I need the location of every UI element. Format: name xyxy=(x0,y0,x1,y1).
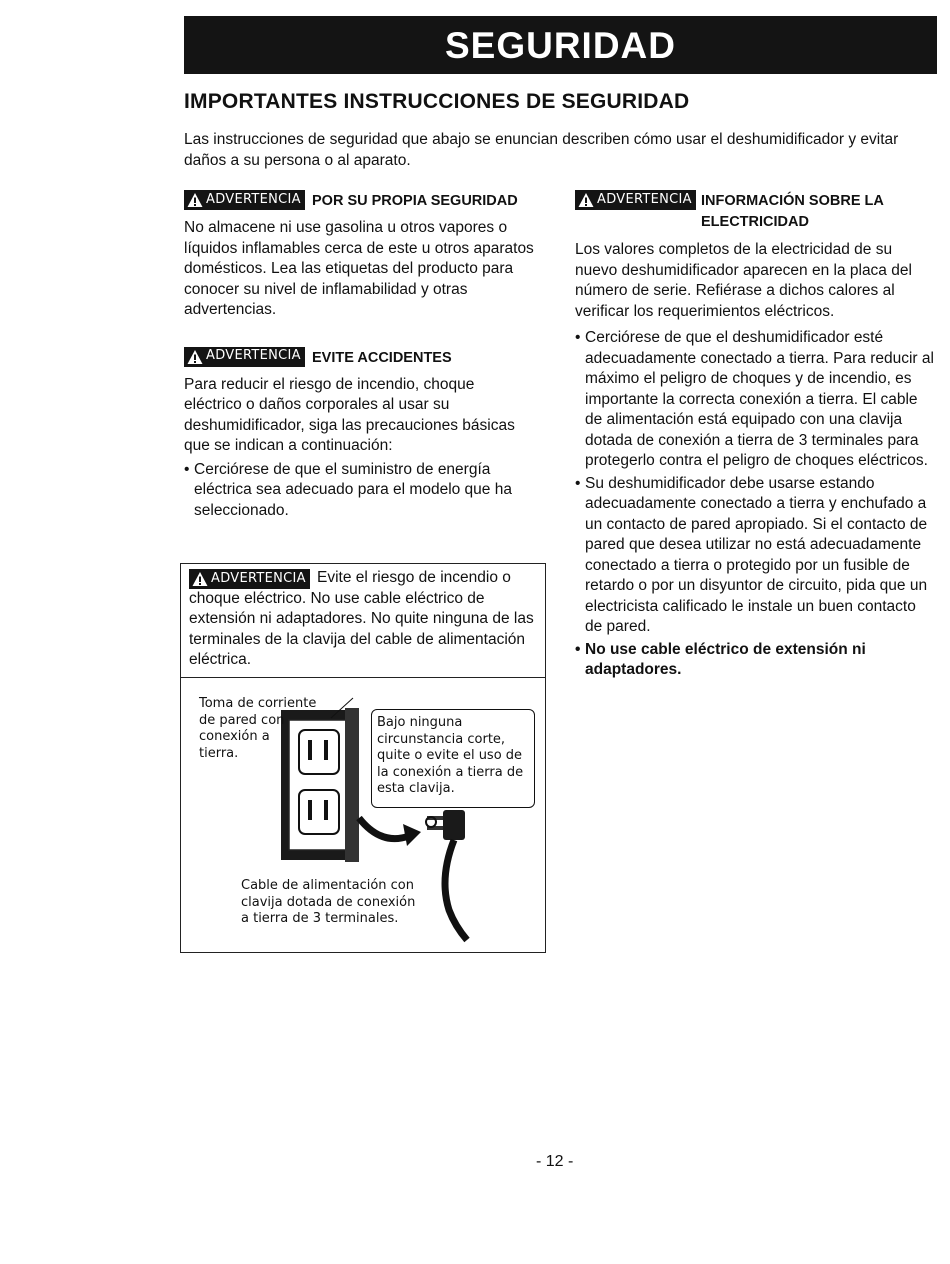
section-heading-electricity xyxy=(575,190,935,232)
section-heading-own-safety xyxy=(184,190,534,212)
warning-badge xyxy=(189,569,310,589)
power-cord xyxy=(445,840,467,940)
warning-badge-slot xyxy=(189,568,317,584)
list-item: • Cerciórese de que el suministro de energía eléctrica sea adecuado para el modelo que ha seleccionado. xyxy=(184,460,534,522)
list-item-bold: • No use cable eléctrico de extensión ni adaptadores. xyxy=(575,640,935,681)
callout-box xyxy=(371,709,535,808)
bullet-list xyxy=(184,460,534,522)
list-item: • Cerciórese de que el deshumidificador esté adecuadamente conectado a tierra. Para reducir al máximo el peligro de choques y de incendio, es importante la correcta conexión a tierra. El cable de alimentación está equipado con una clavija dotada de conexión a tierra de 3 terminales para protegerlo contra el peligro de choques eléctricos. xyxy=(575,328,935,472)
heading-text: EVITE ACCIDENTES xyxy=(312,349,452,366)
list-item: • Su deshumidificador debe usarse estando adecuadamente conectado a tierra y enchufado a un contacto de pared apropiado. Si el contacto de pared que desea utilizar no está adecuadamente conectado a tierra o protegido por un fusible de retardo o por un disyuntor de circuito, pida que un electricista calificado le instale un buen contacto de pared. xyxy=(575,474,935,638)
arrow xyxy=(359,818,409,839)
plug xyxy=(443,810,465,840)
warning-box xyxy=(180,563,546,953)
section-heading-avoid-accidents xyxy=(184,347,534,369)
warning-text: Evite el riesgo de incendio o choque eléctrico. No use cable eléctrico de extensión ni adaptadores. No quite ninguna de las terminales de la clavija del cable de alimentación eléctrica. xyxy=(189,569,534,668)
warning-triangle-icon xyxy=(578,192,594,208)
bullet-list xyxy=(575,328,935,681)
warning-label: ADVERTENCIA xyxy=(206,348,301,364)
left-column xyxy=(184,190,534,523)
right-column xyxy=(575,190,935,683)
warning-badge xyxy=(575,190,696,210)
callout-text: Bajo ninguna circunstancia corte, quite o evite el uso de la conexión a tierra de esta clavija. xyxy=(377,715,524,796)
intro-paragraph: Las instrucciones de seguridad que abajo se enuncian describen cómo usar el deshumidificador y evitar daños a su persona o al aparato. xyxy=(184,131,899,169)
outlet-caption: Toma de corriente de pared con conexión a tierra. xyxy=(199,696,317,761)
warning-badge xyxy=(184,190,305,210)
heading-text-line1: INFORMACIÓN SOBRE LA xyxy=(701,193,884,209)
paragraph: Para reducir el riesgo de incendio, choque eléctrico o daños corporales al usar su deshumidificador, siga las precauciones básicas que se indican a continuación: xyxy=(184,375,515,454)
warning-label: ADVERTENCIA xyxy=(211,570,306,586)
warning-badge xyxy=(184,347,305,367)
section-banner: SEGURIDAD xyxy=(184,16,937,74)
warning-triangle-icon xyxy=(187,349,203,365)
page-title: IMPORTANTES INSTRUCCIONES DE SEGURIDAD xyxy=(184,90,690,113)
warning-triangle-icon xyxy=(187,192,203,208)
paragraph: Los valores completos de la electricidad de su nuevo deshumidificador aparecen en la placa del número de serie. Refiérase a dichos calores al verificar los requerimientos eléctricos. xyxy=(575,241,912,320)
warning-label: ADVERTENCIA xyxy=(597,191,692,207)
page-number: - 12 - xyxy=(536,1153,574,1170)
warning-label: ADVERTENCIA xyxy=(206,191,301,207)
paragraph: No almacene ni use gasolina u otros vapores o líquidos inflamables cerca de este u otros aparatos domésticos. Lea las etiquetas del producto para conocer su nivel de inflamabilidad y otras advertencias. xyxy=(184,219,534,318)
grounded-plug-figure xyxy=(181,678,545,952)
warning-box-text xyxy=(189,568,539,671)
cord-caption: Cable de alimentación con clavija dotada de conexión a tierra de 3 terminales. xyxy=(241,878,416,926)
heading-text: POR SU PROPIA SEGURIDAD xyxy=(312,193,518,209)
socket-lower xyxy=(299,790,339,834)
warning-triangle-icon xyxy=(192,571,208,587)
heading-text-line2: ELECTRICIDAD xyxy=(701,214,809,230)
